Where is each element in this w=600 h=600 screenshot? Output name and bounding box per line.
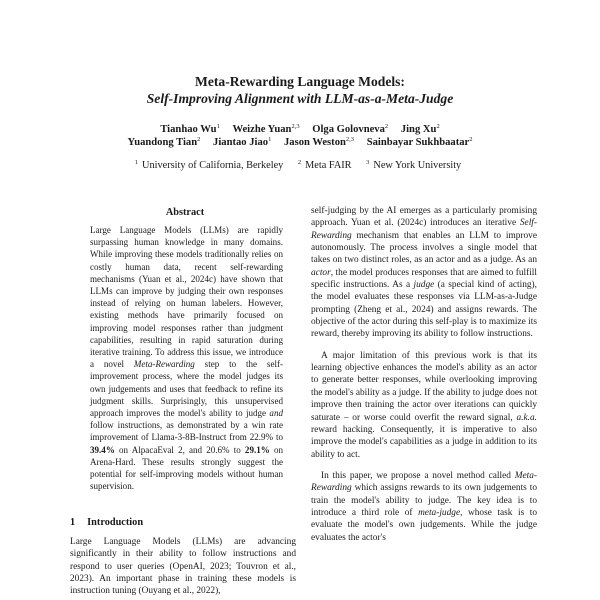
introduction-body: Large Language Models (LLMs) are advancing significantly in their ability to follow instructions and respond to user queries (OpenAI, 2023; Touvron et al., 2023). An important phase in training these models is instruction tuning (Ouyang et al., 2022), (70, 537, 296, 597)
authors-row-2 (40, 133, 560, 150)
right-column-body (311, 205, 537, 553)
author: Weizhe Yuan$^{2,3}$ (232, 123, 300, 135)
section-heading-introduction: 1 Introduction (70, 517, 144, 528)
affiliation: $^1$ University of California, Berkeley (134, 159, 284, 171)
affiliations (40, 159, 560, 171)
author: Yuandong Tian$^2$ (127, 136, 201, 148)
paragraph: In this paper, we propose a novel method called Meta-Rewarding which assigns rewards to its own judgements to train the model's ability to judge. The key idea is to introduce a third role of meta-judge, whose task is to evaluate the model's own judgements. While the judge evaluates the actor's (311, 470, 538, 543)
author: Tianhao Wu$^1$ (160, 123, 220, 135)
abstract-body: Large Language Models (LLMs) are rapidly surpassing human knowledge in many domains. While improving these models traditionally relies on costly human data, recent self-rewarding mechanisms (Yuan et al., 2024c) have shown that LLMs can improve by judging their own responses instead of relying on human labelers. However, existing methods have primarily focused on improving model responses rather than judgment capabilities, resulting in rapid saturation during iterative training. To address this issue, we introduce a novel Meta-Rewarding step to the self-improvement process, where the model judges its own judgements and uses that feedback to refine its judgment skills. Surprisingly, this unsupervised approach improves the model's ability to judge and follow instructions, as demonstrated by a win rate improvement of Llama-3-8B-Instruct from 22.9% to 39.4% on AlpacaEval 2, and 20.6% to 29.1% on Arena-Hard. These results strongly suggest the potential for self-improving models without human supervision. (90, 225, 284, 492)
paper-title-line1: Meta-Rewarding Language Models: (195, 74, 405, 89)
author: Jing Xu$^2$ (400, 123, 440, 135)
affiliation: $^3$ New York University (366, 159, 462, 171)
paragraph: self-judging by the AI emerges as a particularly promising approach. Yuan et al. (2024c) introduces an iterative Self-Rewarding mechanism that enables an LLM to improve autonomously. The process involves a single model that takes on two distinct roles, as an actor and as a judge. As an actor, the model produces responses that are aimed to fulfill specific instructions. As a judge (a special kind of acting), the model evaluates these responses via LLM-as-a-Judge prompting (Zheng et al., 2024) and assigns rewards. The objective of the actor during this self-play is to maximize its reward, thereby improving its ability to follow instructions. (311, 206, 537, 340)
affiliation: $^2$ Meta FAIR (297, 159, 352, 171)
abstract-heading: Abstract (165, 207, 205, 218)
author: Jason Weston$^{2,3}$ (283, 136, 355, 148)
author: Sainbayar Sukhbaatar$^2$ (366, 136, 473, 148)
paragraph: A major limitation of this previous work is that its learning objective enhances the model's ability as an actor to generate better responses, while overlooking improving the model's ability as a judge. If the ability to judge does not improve then training the actor over iterations can quickly saturate – or worse could overfit the reward signal, a.k.a. reward hacking. Consequently, it is imperative to also improve the model's capabilities as a judge in addition to its ability to act. (311, 350, 537, 460)
author: Jiantao Jiao$^1$ (213, 136, 272, 148)
paper-title-line2: Self-Improving Alignment with LLM-as-a-Meta-Judge (146, 91, 454, 106)
author: Olga Golovneva$^2$ (312, 123, 389, 135)
